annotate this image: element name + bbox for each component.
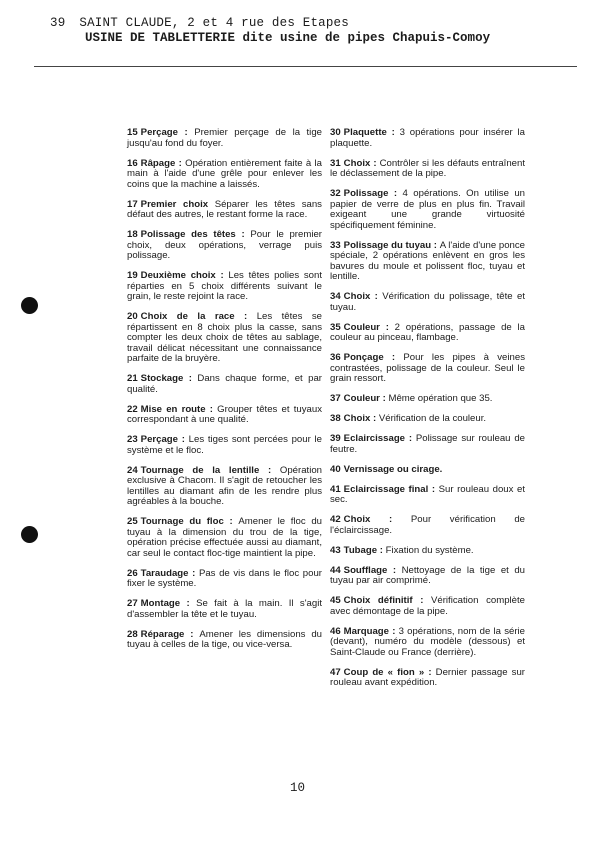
operation-separator: : [379, 321, 395, 333]
operation-separator: : [424, 666, 436, 678]
operation-title: Perçage [140, 434, 179, 445]
operation-entry [127, 569, 322, 590]
operation-entry [127, 630, 322, 651]
operation-entry [330, 353, 525, 385]
operation-entry [127, 517, 322, 559]
page-number: 10 [289, 781, 305, 795]
operation-number: 33 [330, 239, 341, 251]
operation-title: Polissage des têtes [140, 229, 236, 240]
operation-separator: : [388, 188, 403, 199]
operation-title: Eclaircissage [343, 433, 406, 444]
operation-title: Couleur [343, 393, 380, 404]
operation-number: 41 [330, 483, 341, 495]
operation-title: Choix [343, 413, 371, 424]
header-address-line [50, 16, 560, 31]
operation-entry [330, 323, 525, 344]
operation-entry [127, 271, 322, 303]
operation-title: Choix [343, 291, 371, 302]
header-title: USINE DE TABLETTERIE dite usine de pipes Chapuis-Comoy [85, 31, 491, 45]
operation-description: Vérification de la couleur. [378, 413, 487, 424]
operation-number: 15 [127, 127, 138, 138]
operation-separator: : [377, 544, 386, 556]
header-address: SAINT CLAUDE, 2 et 4 rue des Etapes [79, 16, 349, 30]
operation-title: Deuxième choix [140, 270, 216, 281]
operation-title: Ponçage [343, 352, 384, 363]
operation-title: Choix de la race [140, 311, 235, 322]
operation-number: 34 [330, 291, 341, 302]
operation-separator: : [383, 352, 404, 363]
operation-title: Tournage du floc [140, 516, 224, 527]
operation-separator: : [235, 229, 251, 240]
operation-separator: : [175, 157, 186, 169]
operation-description: Vérification complète avec démontage de la pipe. [330, 595, 525, 617]
operation-entry [127, 466, 322, 508]
operation-entry [330, 596, 525, 617]
operation-title: Choix [343, 157, 371, 169]
operation-separator: : [184, 628, 200, 640]
operation-title: Mise en route [140, 403, 206, 415]
operation-title: Marquage [343, 625, 389, 637]
right-column [330, 128, 525, 698]
operation-separator: : [370, 514, 411, 525]
operation-number: 45 [330, 595, 341, 606]
operation-separator: : [389, 625, 399, 637]
operation-separator: : [370, 291, 383, 302]
operation-number: 21 [127, 373, 138, 384]
operation-title: Stockage [140, 373, 184, 384]
operation-number: 46 [330, 625, 341, 637]
operation-description: Les têtes polies sont réparties en 5 choix différents suivant le grain, le reste rejoint la race. [127, 270, 322, 302]
operation-number: 47 [330, 666, 341, 678]
operation-entry [127, 405, 322, 426]
operation-separator: : [234, 311, 257, 322]
operation-description: Nettoyage de la tige et du tuyau par air comprimé. [330, 564, 525, 586]
operation-separator: : [370, 413, 379, 424]
operation-number: 32 [330, 188, 341, 199]
operation-description: Se fait à la main. Il s'agit d'assembler la tête et le tuyau. [127, 598, 323, 620]
operation-description: Polissage sur rouleau de feutre. [330, 433, 525, 455]
operation-separator: : [405, 433, 416, 444]
operation-description: Sur rouleau doux et sec. [330, 483, 525, 505]
operation-number: 19 [127, 270, 138, 281]
operation-number: 40 [330, 463, 341, 475]
operation-description: Même opération que 35. [388, 393, 493, 404]
operation-number: 31 [330, 157, 341, 169]
operation-separator: : [428, 483, 439, 495]
operation-title: Tournage de la lentille [140, 464, 260, 476]
punch-hole [21, 297, 38, 314]
operation-description: 3 opérations, nom de la série (devant), numéro du modèle (dessous) et Saint-Claude ou France (derrière). [330, 625, 525, 658]
operation-separator: : [178, 434, 189, 445]
operation-description: Vérification du polissage, tête et tuyau. [330, 291, 525, 313]
operation-separator: : [412, 595, 431, 606]
operation-entry [330, 189, 525, 231]
page-header [50, 16, 560, 46]
operation-separator: : [178, 127, 195, 138]
operation-number: 38 [330, 413, 341, 424]
operation-title: Eclaircissage final [343, 483, 429, 495]
operation-entry [330, 159, 525, 180]
operation-number: 27 [127, 598, 138, 609]
header-rule [34, 66, 577, 67]
operation-number: 36 [330, 352, 341, 363]
operation-number: 30 [330, 127, 341, 138]
operation-title: Vernissage ou cirage. [343, 463, 443, 475]
operation-title: Montage [140, 598, 181, 609]
operation-entry [330, 394, 525, 405]
operation-entry [330, 241, 525, 283]
operation-title: Couleur [343, 321, 380, 333]
operation-description: Premier perçage de la tige jusqu'au fond du foyer. [127, 127, 322, 149]
operation-number: 28 [127, 628, 138, 640]
operation-separator: : [370, 157, 380, 169]
operation-number: 35 [330, 321, 341, 333]
operation-title: Polissage [343, 188, 389, 199]
punch-hole [21, 526, 38, 543]
operation-number: 17 [127, 198, 138, 210]
operation-entry [330, 414, 525, 425]
operation-description: Opération entièrement faite à la main à l'aide d'une grêle pour enlever les coins que la machine a laissés. [127, 157, 322, 190]
operation-title: Taraudage [140, 567, 189, 579]
operation-title: Soufflage [343, 564, 388, 576]
operation-title: Choix [343, 514, 371, 525]
operation-entry [330, 627, 525, 659]
operation-separator: : [215, 270, 229, 281]
operation-number: 24 [127, 464, 138, 476]
operation-entry [127, 159, 322, 191]
operation-title: Polissage du tuyau [343, 239, 432, 251]
operation-entry [330, 515, 525, 536]
operation-title: Plaquette [343, 127, 387, 138]
operation-number: 25 [127, 516, 138, 527]
operation-description: Contrôler si les défauts entraînent le déclassement de la pipe. [330, 157, 525, 179]
operation-separator: : [259, 464, 280, 476]
operation-number: 37 [330, 393, 341, 404]
operation-description: Les têtes se répartissent en 8 choix plus la casse, sans compter les deux choix de têtes au sablage, travail délicat nécessitant une connaissance parfaite de la bruyère. [127, 311, 322, 364]
operation-separator: : [188, 567, 199, 579]
operation-title: Choix définitif [343, 595, 413, 606]
operation-description: Dernier passage sur rouleau avant expédition. [330, 666, 526, 688]
operation-number: 26 [127, 567, 138, 579]
operation-entry [127, 312, 322, 365]
operation-title: Premier choix [140, 198, 209, 210]
operation-entry [330, 292, 525, 313]
operation-description: Dans chaque forme, et par qualité. [127, 373, 322, 395]
operation-number: 43 [330, 544, 341, 556]
operation-number: 42 [330, 514, 341, 525]
operation-entry [127, 128, 322, 149]
operation-description: Amener le floc du tuyau à la dimension du trou de la tige, opération précise effectuée aussi au diamant, car seul le contact floc-tige maintient la pipe. [127, 516, 323, 559]
operation-title: Râpage [140, 157, 176, 169]
operation-entry [330, 546, 525, 557]
operation-entry [127, 200, 322, 221]
operation-separator: : [386, 127, 400, 138]
operation-separator: : [183, 373, 198, 384]
operation-description: Pour les pipes à veines contrastées, polissage de la couleur. Seul le grain ressort. [330, 352, 525, 384]
operation-entry [330, 128, 525, 149]
operation-separator: : [431, 239, 440, 251]
operation-description: A l'aide d'une ponce spéciale, 2 opérations enlèvent en gros les bavures du moule et polissent floc, tuyau et lentille. [330, 239, 526, 282]
operation-separator: : [180, 598, 197, 609]
operation-description: Séparer les têtes sans défaut des autres, le restant forme la race. [127, 198, 322, 220]
left-column [127, 128, 322, 660]
operation-description: Pour vérification de l'éclaircissage. [330, 514, 526, 536]
operation-number: 18 [127, 229, 138, 240]
operation-entry [127, 230, 322, 262]
operation-description: 3 opérations pour insérer la plaquette. [330, 127, 525, 149]
operation-entry [127, 374, 322, 395]
operation-separator: : [387, 564, 402, 576]
operation-separator [208, 199, 215, 210]
operation-entry [330, 465, 525, 476]
operation-number: 23 [127, 434, 138, 445]
operation-description: 2 opérations, passage de la couleur au pinceau, flambage. [330, 321, 525, 343]
operation-title: Perçage [140, 127, 179, 138]
operation-separator: : [205, 403, 218, 415]
operation-entry [127, 435, 322, 456]
operation-title: Réparage [140, 628, 185, 640]
operation-number: 39 [330, 433, 341, 444]
operation-description: Amener les dimensions du tuyau à celles de la tige, ou vice-versa. [127, 628, 322, 650]
operation-description: Fixation du système. [385, 544, 474, 556]
operation-entry [330, 566, 525, 587]
operation-number: 22 [127, 403, 138, 415]
operation-entry [330, 434, 525, 455]
operation-title: Coup de « fion » [343, 666, 425, 678]
operation-number: 44 [330, 564, 341, 576]
operation-entry [330, 668, 525, 689]
operation-title: Tubage [343, 544, 378, 556]
operation-description: Grouper têtes et tuyaux correspondant à une qualité. [127, 403, 323, 425]
operation-number: 16 [127, 157, 138, 169]
operation-entry [127, 599, 322, 620]
operation-number: 20 [127, 311, 138, 322]
operation-separator: : [223, 516, 239, 527]
operation-description: Pour le premier choix, deux opérations, verrage puis polissage. [127, 229, 322, 261]
operation-description: Les tiges sont percées pour le système et le floc. [127, 434, 322, 456]
operation-description: 4 opérations. On utilise un papier de verre de plus en plus fin. Travail exigeant une grande virtuosité spécifiquement féminine. [330, 188, 525, 231]
header-number: 39 [50, 16, 66, 30]
operation-entry [330, 485, 525, 506]
operation-separator: : [379, 393, 389, 404]
operation-description: Opération exclusive à Chacom. Il s'agit de retoucher les lentilles au diamant afin de les rendre plus agréables à la bouche. [127, 464, 322, 507]
operation-description: Pas de vis dans le floc pour fixer le système. [127, 567, 323, 589]
